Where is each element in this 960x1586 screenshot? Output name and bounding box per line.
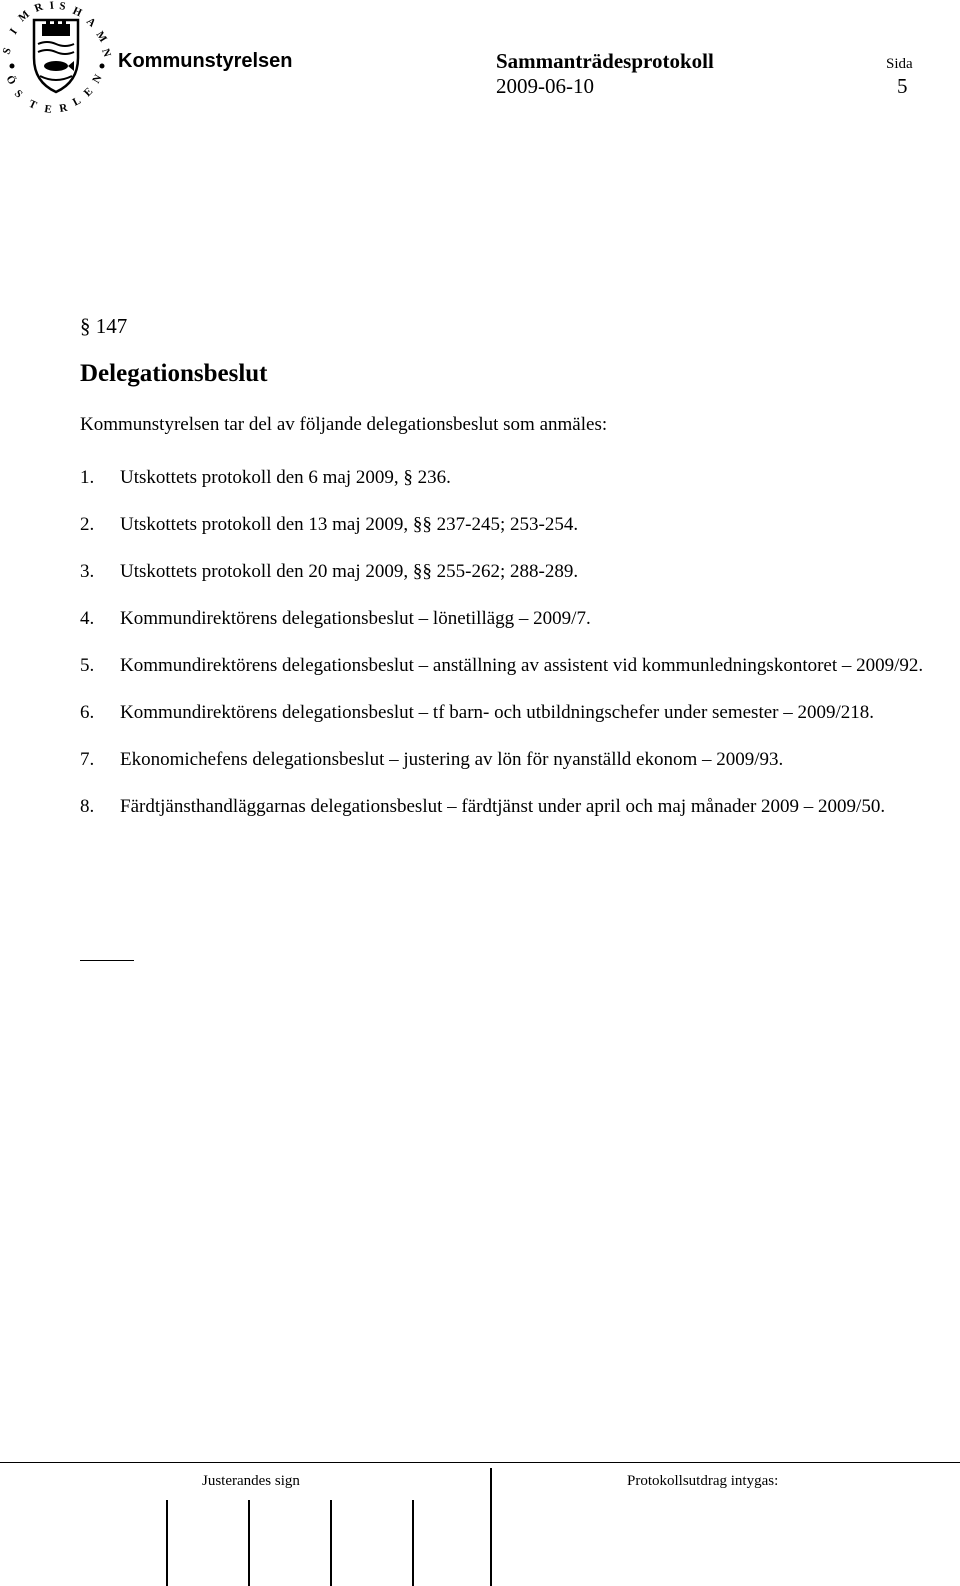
svg-text:R: R xyxy=(58,101,69,115)
list-item-text: Kommundirektörens delegationsbeslut – lönetillägg – 2009/7. xyxy=(120,608,591,629)
section-heading: Delegationsbeslut xyxy=(80,360,268,387)
page-label: Sida xyxy=(886,56,913,72)
list-item-number: 4. xyxy=(80,608,95,629)
svg-text:I: I xyxy=(7,26,20,37)
svg-text:E: E xyxy=(81,85,96,100)
svg-text:H: H xyxy=(70,4,84,20)
list-item-text: Ekonomichefens delegationsbeslut – justering av lön för nyanställd ekonom – 2009/93. xyxy=(120,749,784,770)
svg-text:T: T xyxy=(26,97,39,112)
svg-text:R: R xyxy=(32,0,45,15)
svg-text:N: N xyxy=(90,72,105,86)
list-item xyxy=(80,699,930,726)
signature-box-divider xyxy=(330,1500,332,1586)
list-item-number: 8. xyxy=(80,796,95,817)
list-item xyxy=(80,605,930,632)
end-of-section-rule xyxy=(80,960,134,961)
svg-text:L: L xyxy=(70,94,83,109)
svg-text:S: S xyxy=(58,0,67,13)
list-item-number: 6. xyxy=(80,702,95,723)
list-item-number: 1. xyxy=(80,467,95,488)
list-item-text: Utskottets protokoll den 6 maj 2009, § 236. xyxy=(120,467,451,488)
svg-text:A: A xyxy=(83,15,98,30)
list-item-text: Kommundirektörens delegationsbeslut – tf barn- och utbildningschefer under semester – 2009/218. xyxy=(120,702,875,723)
footer-rule xyxy=(0,1462,960,1463)
svg-text:Ö: Ö xyxy=(3,73,19,87)
list-item xyxy=(80,793,930,820)
signature-box-divider xyxy=(490,1468,492,1586)
svg-text:N: N xyxy=(99,47,114,59)
protokollsutdrag-label: Protokollsutdrag intygas: xyxy=(627,1473,779,1489)
intro-text: Kommunstyrelsen tar del av följande delegationsbeslut som anmäles: xyxy=(80,414,608,435)
svg-text:S: S xyxy=(0,46,14,57)
list-item-number: 3. xyxy=(80,561,95,582)
page-number: 5 xyxy=(897,74,908,98)
list-item xyxy=(80,464,930,491)
list-item-number: 2. xyxy=(80,514,95,535)
list-item-text: Utskottets protokoll den 20 maj 2009, §§ 255-262; 288-289. xyxy=(120,561,579,582)
simrishamn-seal-logo xyxy=(0,0,114,118)
decision-list xyxy=(80,464,930,840)
justerandes-sign-label: Justerandes sign xyxy=(202,1473,300,1489)
meeting-date: 2009-06-10 xyxy=(496,74,594,98)
signature-box-divider xyxy=(166,1500,168,1586)
list-item-text: Färdtjänsthandläggarnas delegationsbeslut – färdtjänst under april och maj månader 2009 – 2009/50. xyxy=(120,796,886,817)
list-item-number: 7. xyxy=(80,749,95,770)
document-type: Sammanträdesprotokoll xyxy=(496,49,714,73)
list-item xyxy=(80,511,930,538)
paragraph-number: § 147 xyxy=(80,314,128,338)
list-item xyxy=(80,652,930,679)
list-item-text: Utskottets protokoll den 13 maj 2009, §§ 237-245; 253-254. xyxy=(120,514,579,535)
svg-text:E: E xyxy=(43,103,53,116)
svg-text:S: S xyxy=(11,87,25,101)
signature-box-divider xyxy=(248,1500,250,1586)
list-item-text: Kommundirektörens delegationsbeslut – anställning av assistent vid kommunledningskontoret – 2009/92. xyxy=(120,655,924,676)
organization-name: Kommunstyrelsen xyxy=(118,50,293,72)
list-item xyxy=(80,558,930,585)
list-item xyxy=(80,746,930,773)
svg-text:I: I xyxy=(49,0,55,12)
svg-text:M: M xyxy=(16,8,32,25)
list-item-number: 5. xyxy=(80,655,95,676)
svg-text:M: M xyxy=(93,29,110,45)
signature-box-divider xyxy=(412,1500,414,1586)
